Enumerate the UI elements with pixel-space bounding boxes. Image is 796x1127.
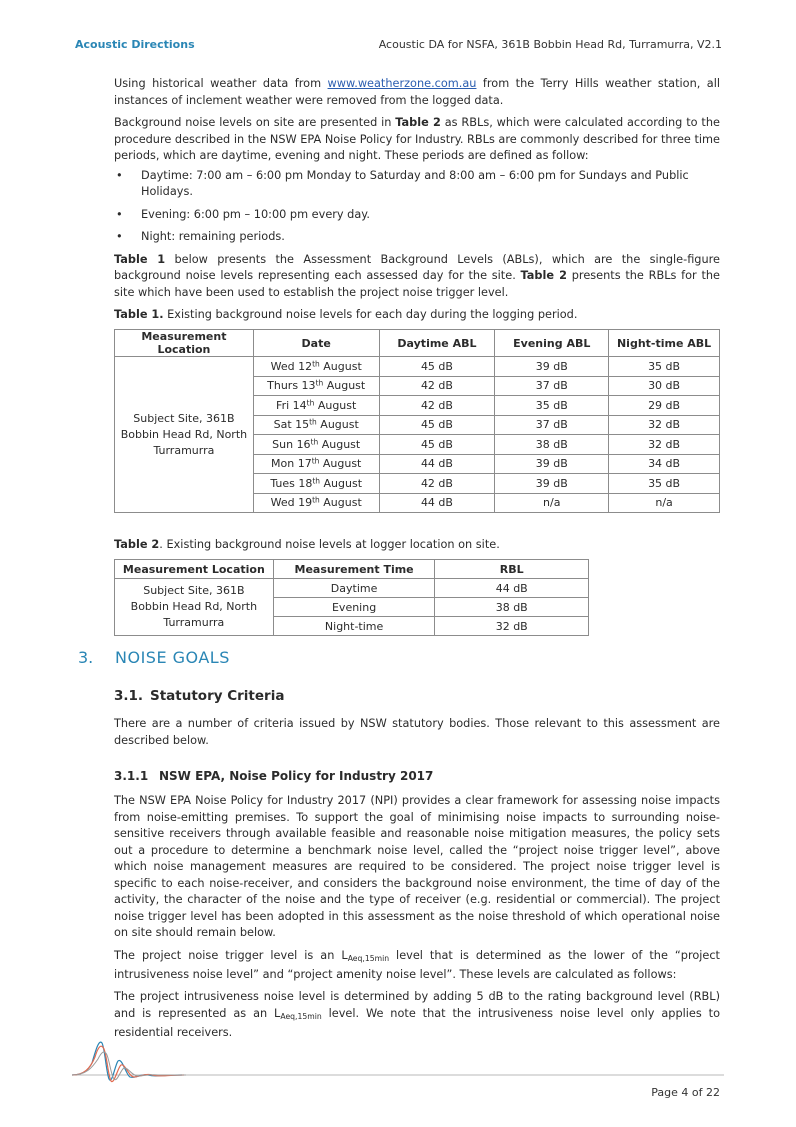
- night-cell: n/a: [609, 493, 720, 513]
- table-header-row: [115, 560, 589, 579]
- subsection-3-1-heading: 3.1. Statutory Criteria: [114, 688, 285, 704]
- daytime-cell: 42 dB: [379, 474, 495, 494]
- column-header: Measurement Location: [115, 330, 254, 357]
- column-header: RBL: [435, 560, 589, 579]
- date-cell: Sat 15th August: [253, 415, 379, 435]
- evening-cell: 35 dB: [495, 396, 609, 416]
- column-header: Date: [253, 330, 379, 357]
- column-header: Night-time ABL: [609, 330, 720, 357]
- company-name: Acoustic Directions: [75, 38, 195, 51]
- rbl-table: [114, 559, 589, 636]
- list-item: • Evening: 6:00 pm – 10:00 pm every day.: [114, 207, 720, 224]
- evening-cell: 39 dB: [495, 357, 609, 377]
- statutory-paragraph: There are a number of criteria issued by NSW statutory bodies. Those relevant to this assessment are described below.: [114, 717, 720, 747]
- list-item: • Daytime: 7:00 am – 6:00 pm Monday to Saturday and 8:00 am – 6:00 pm for Sundays and Public Holidays.: [114, 168, 720, 201]
- document-title: Acoustic DA for NSFA, 361B Bobbin Head Rd, Turramurra, V2.1: [378, 38, 722, 51]
- time-cell: Evening: [273, 598, 435, 617]
- daytime-cell: 44 dB: [379, 454, 495, 474]
- time-cell: Night-time: [273, 617, 435, 636]
- section-number: 3.: [78, 648, 94, 667]
- night-cell: 34 dB: [609, 454, 720, 474]
- daytime-cell: 45 dB: [379, 415, 495, 435]
- table-1-reference: Table 1: [114, 252, 166, 266]
- column-header: Measurement Location: [115, 560, 274, 579]
- abl-paragraph: Table 1 below presents the Assessment Background Levels (ABLs), which are the single-figure background noise levels representing each assessed day for the site. Table 2 presents the RBLs for the site which have been used to establish the project noise trigger level.: [114, 252, 720, 299]
- evening-cell: 39 dB: [495, 474, 609, 494]
- time-periods-list: [114, 168, 720, 246]
- subsection-3-1-1-heading: 3.1.1 NSW EPA, Noise Policy for Industry 2017: [114, 769, 434, 783]
- table-2-caption: Table 2. Existing background noise levels at logger location on site.: [114, 538, 500, 551]
- table-1-caption: Table 1. Existing background noise levels for each day during the logging period.: [114, 308, 578, 321]
- daytime-cell: 45 dB: [379, 435, 495, 455]
- table-row: [115, 579, 589, 598]
- waveform-logo-icon: [72, 1035, 724, 1085]
- date-cell: Fri 14th August: [253, 396, 379, 416]
- rbl-cell: 38 dB: [435, 598, 589, 617]
- night-cell: 32 dB: [609, 415, 720, 435]
- evening-cell: 39 dB: [495, 454, 609, 474]
- column-header: Evening ABL: [495, 330, 609, 357]
- weather-paragraph: Using historical weather data from www.weatherzone.com.au from the Terry Hills weather station, all instances of inclement weather were removed from the logged data.: [114, 77, 720, 107]
- date-cell: Wed 19th August: [253, 493, 379, 513]
- trigger-level-paragraph: The project noise trigger level is an $L_{Aeq,15min}$ level that is determined as the lower of the “project intrusiveness noise level” and “project amenity noise level”. These levels are calculated as follows:: [114, 948, 720, 981]
- evening-cell: n/a: [495, 493, 609, 513]
- evening-cell: 37 dB: [495, 415, 609, 435]
- section-title: NOISE GOALS: [115, 648, 230, 667]
- night-cell: 29 dB: [609, 396, 720, 416]
- list-item: • Night: remaining periods.: [114, 229, 720, 246]
- night-cell: 35 dB: [609, 474, 720, 494]
- abl-table: [114, 329, 720, 513]
- wave-line-blue: [72, 1042, 182, 1080]
- table-2-reference: Table 2: [395, 116, 441, 129]
- column-header: Daytime ABL: [379, 330, 495, 357]
- date-cell: Tues 18th August: [253, 474, 379, 494]
- wave-line-orange: [72, 1046, 184, 1081]
- date-cell: Sun 16th August: [253, 435, 379, 455]
- daytime-cell: 44 dB: [379, 493, 495, 513]
- table-2-reference: Table 2: [520, 269, 567, 282]
- daytime-cell: 42 dB: [379, 376, 495, 396]
- npi-paragraph: The NSW EPA Noise Policy for Industry 2017 (NPI) provides a clear framework for assessing noise impacts from noise-emitting premises. To support the goal of minimising noise impacts to surrounding noise-sensitive receivers through available feasible and reasonable noise mitigation measures, the policy sets out a procedure to determine a benchmark noise level, called the “project noise trigger level”, above which noise management measures are required to be considered. The project noise trigger level is specific to each noise-receiver, and considers the background noise environment, the time of day of the activity, the character of the noise and the type of receiver (e.g. residential or commercial). The project noise trigger level has been adopted in this assessment as the noise threshold of which operational noise on site should remain below.: [114, 794, 720, 939]
- rbl-paragraph: Background noise levels on site are presented in Table 2 as RBLs, which were calculated according to the procedure described in the NSW EPA Noise Policy for Industry. RBLs are commonly described for three time periods, which are daytime, evening and night. These periods are defined as follow:: [114, 116, 720, 162]
- date-cell: Mon 17th August: [253, 454, 379, 474]
- rbl-cell: 32 dB: [435, 617, 589, 636]
- evening-cell: 38 dB: [495, 435, 609, 455]
- page-number: Page 4 of 22: [651, 1086, 720, 1099]
- night-cell: 35 dB: [609, 357, 720, 377]
- intrusiveness-paragraph: The project intrusiveness noise level is determined by adding 5 dB to the rating background level (RBL) and is represented as an $L_{Aeq,15min}$ level. We note that the intrusiveness noise level only applies to residential receivers.: [114, 990, 720, 1040]
- evening-cell: 37 dB: [495, 376, 609, 396]
- rbl-cell: 44 dB: [435, 579, 589, 598]
- time-cell: Daytime: [273, 579, 435, 598]
- table-row: [115, 357, 720, 377]
- weatherzone-link[interactable]: www.weatherzone.com.au: [327, 77, 477, 90]
- table-header-row: [115, 330, 720, 357]
- page-content: [114, 76, 720, 636]
- location-cell: Subject Site, 361B Bobbin Head Rd, North Turramurra: [115, 357, 254, 513]
- column-header: Measurement Time: [273, 560, 435, 579]
- daytime-cell: 42 dB: [379, 396, 495, 416]
- night-cell: 30 dB: [609, 376, 720, 396]
- date-cell: Wed 12th August: [253, 357, 379, 377]
- location-cell: Subject Site, 361B Bobbin Head Rd, North Turramurra: [115, 579, 274, 636]
- night-cell: 32 dB: [609, 435, 720, 455]
- date-cell: Thurs 13th August: [253, 376, 379, 396]
- section-3-content: [114, 688, 720, 1042]
- daytime-cell: 45 dB: [379, 357, 495, 377]
